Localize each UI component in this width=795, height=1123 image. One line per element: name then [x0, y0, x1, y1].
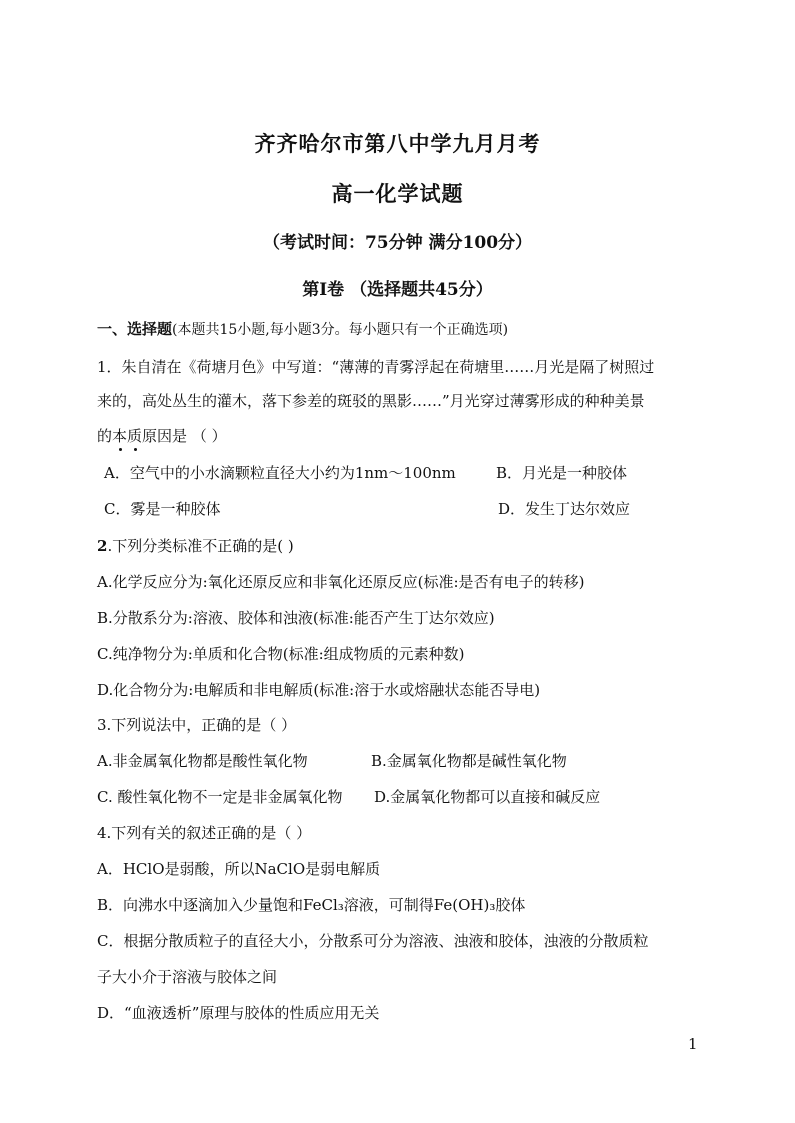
q2-number: 2 — [97, 537, 108, 555]
section-heading — [97, 318, 707, 339]
q2-stem-text: .下列分类标准不正确的是( ) — [107, 537, 294, 555]
q2-option-c: C.纯净物分为:单质和化合物(标准:组成物质的元素种数) — [97, 645, 465, 663]
q3-option-c: C. 酸性氧化物不一定是非金属氧化物 — [97, 788, 343, 806]
school-title: 齐齐哈尔市第八中学九月月考 — [254, 131, 541, 156]
q3-stem: 3.下列说法中，正确的是（ ） — [97, 716, 297, 734]
q4-stem: 4.下列有关的叙述正确的是（ ） — [97, 824, 312, 842]
subject-title: 高一化学试题 — [331, 181, 464, 206]
page-number: 1 — [688, 1035, 698, 1053]
q1-emphasis-char-2: 质 — [127, 427, 143, 445]
q4-option-c-line1: C．根据分散质粒子的直径大小，分散系可分为溶液、浊液和胶体，浊液的分散质粒 — [97, 932, 649, 950]
section-heading-label: 一、选择题 — [97, 320, 173, 338]
q4-option-c-line2: 子大小介于溶液与胶体之间 — [97, 968, 278, 986]
q4-option-a: A．HClO是弱酸，所以NaClO是弱电解质 — [97, 860, 381, 878]
q1-option-b: B．月光是一种胶体 — [496, 464, 628, 482]
q1-option-a: A．空气中的小水滴颗粒直径大小约为1nm～100nm — [104, 464, 456, 482]
section-heading-note: (本题共15小题,每小题3分。每小题只有一个正确选项) — [172, 322, 509, 338]
q2-stem — [97, 535, 707, 556]
q3-option-a: A.非金属氧化物都是酸性氧化物 — [97, 752, 308, 770]
q1-stem-line2: 来的，高处丛生的灌木，落下参差的斑驳的黑影……”月光穿过薄雾形成的种种美景 — [97, 392, 645, 410]
q2-option-a: A.化学反应分为:氧化还原反应和非氧化还原反应(标准:是否有电子的转移) — [97, 573, 585, 591]
q4-option-d: D．“血液透析”原理与胶体的性质应用无关 — [97, 1004, 380, 1022]
q1-option-d: D．发生丁达尔效应 — [498, 500, 631, 518]
q2-option-b: B.分散系分为:溶液、胶体和浊液(标准:能否产生丁达尔效应) — [97, 609, 495, 627]
q1-option-c: C．雾是一种胶体 — [104, 500, 221, 518]
q2-option-d: D.化合物分为:电解质和非电解质(标准:溶于水或熔融状态能否导电) — [97, 681, 541, 699]
q1-emphasis-char-1: 本 — [112, 427, 128, 445]
exam-info: （考试时间：75分钟 满分100分） — [262, 233, 533, 253]
q4-option-b: B．向沸水中逐滴加入少量饱和FeCl₃溶液，可制得Fe(OH)₃胶体 — [97, 896, 526, 914]
q1-stem-line3-pre: 的 — [97, 427, 113, 445]
q1-stem-line1: 1．朱自清在《荷塘月色》中写道：“薄薄的青雾浮起在荷塘里……月光是隔了树照过 — [97, 358, 655, 376]
q1-stem-line3 — [97, 425, 707, 446]
q1-stem-line3-post: 原因是 （ ） — [142, 427, 227, 445]
q3-option-b: B.金属氧化物都是碱性氧化物 — [371, 752, 567, 770]
q3-option-d: D.金属氧化物都可以直接和碱反应 — [374, 788, 601, 806]
volume-title: 第Ⅰ卷 （选择题共45分） — [302, 280, 493, 300]
